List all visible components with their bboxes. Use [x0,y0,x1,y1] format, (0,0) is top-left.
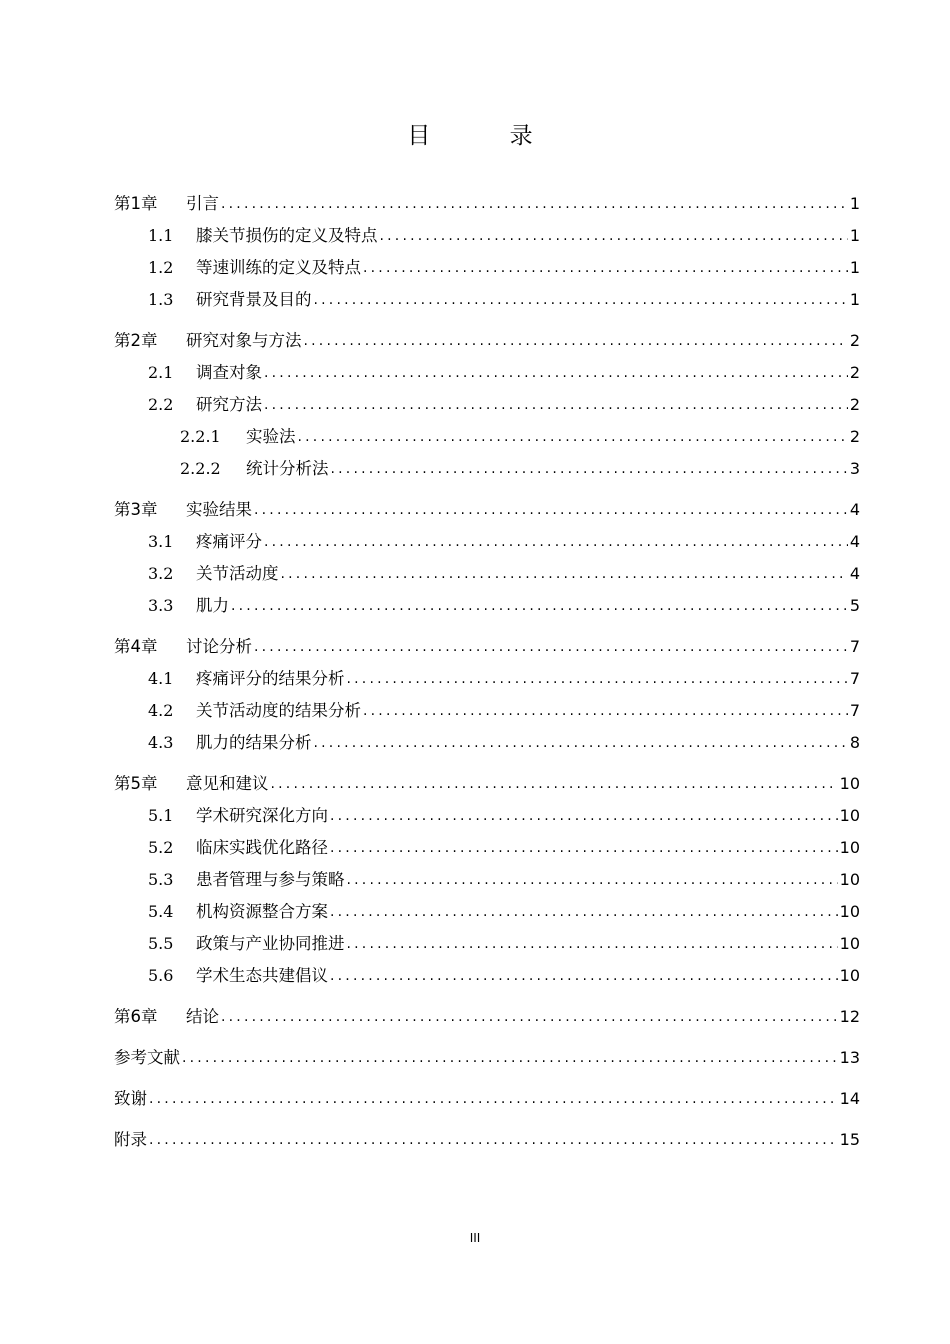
toc-entry-page: 4 [849,564,860,583]
toc-entry-title: 疼痛评分 [196,532,262,551]
toc-entry-page: 10 [839,774,860,793]
dot-leader [221,1007,838,1027]
dot-leader [304,331,848,351]
toc-entry-title: 肌力 [196,596,229,615]
toc-entry-label [114,637,252,657]
toc-entry-label [114,774,269,794]
toc-section-entry[interactable] [114,214,860,246]
toc-entry-label [148,596,229,616]
toc-entry-title: 讨论分析 [186,637,252,656]
toc-title: 目 录 [407,123,569,149]
toc-entry-page: 4 [849,532,860,551]
toc-entry-title: 统计分析法 [246,459,329,478]
toc-chapter-entry[interactable] [114,1077,860,1109]
dot-leader [331,459,848,479]
toc-entry-page: 1 [849,194,860,213]
toc-section-entry[interactable] [114,552,860,584]
toc-entry-label [148,733,312,753]
toc-entry-label [148,966,328,986]
dot-leader [363,701,848,721]
toc-entry-label [148,290,312,310]
toc-entry-number: 第4章 [114,637,158,656]
toc-section-entry[interactable] [114,520,860,552]
toc-entry-title: 患者管理与参与策略 [196,870,345,889]
toc-entry-title: 参考文献 [114,1048,180,1067]
toc-entry-label [148,363,262,383]
toc-chapter-entry[interactable] [114,488,860,520]
toc-chapter-entry[interactable] [114,625,860,657]
toc-entry-page: 7 [849,701,860,720]
dot-leader [264,532,848,552]
toc-entry-number: 第6章 [114,1007,158,1026]
dot-leader [254,500,848,520]
toc-entry-number: 1.1 [148,226,174,245]
toc-entry-page: 7 [849,669,860,688]
toc-section-entry[interactable] [114,721,860,753]
toc-entry-label [148,564,279,584]
toc-entry-label [148,532,262,552]
toc-entry-title: 学术生态共建倡议 [196,966,328,985]
toc-entry-number: 1.2 [148,258,174,277]
toc-entry-label [114,1007,219,1027]
dot-leader [298,427,848,447]
toc-entry-label [148,934,345,954]
toc-entry-number: 4.3 [148,733,174,752]
dot-leader [271,774,838,794]
toc-entry-title: 研究背景及目的 [196,290,312,309]
toc-entry-page: 15 [839,1130,860,1149]
toc-entry-number: 5.1 [148,806,174,825]
toc-entry-number: 3.3 [148,596,174,615]
toc-entry-label [148,870,345,890]
toc-entry-number: 5.5 [148,934,174,953]
toc-entry-page: 10 [839,934,860,953]
dot-leader [380,226,848,246]
toc-entry-title: 肌力的结果分析 [196,733,312,752]
toc-entry-label [114,331,302,351]
toc-entry-label [114,1130,147,1150]
dot-leader [264,363,848,383]
dot-leader [281,564,848,584]
toc-entry-label [148,838,328,858]
toc-entry-label [148,669,345,689]
toc-entry-title: 政策与产业协同推进 [196,934,345,953]
toc-entry-title: 膝关节损伤的定义及特点 [196,226,378,245]
toc-entry-number: 5.2 [148,838,174,857]
toc-section-entry[interactable] [114,351,860,383]
table-of-contents [114,182,860,1150]
toc-entry-page: 13 [839,1048,860,1067]
toc-entry-number: 4.1 [148,669,174,688]
toc-entry-title: 调查对象 [196,363,262,382]
toc-entry-title: 意见和建议 [186,774,269,793]
toc-entry-page: 14 [839,1089,860,1108]
toc-entry-title: 学术研究深化方向 [196,806,328,825]
toc-entry-title: 研究方法 [196,395,262,414]
toc-entry-page: 1 [849,258,860,277]
toc-entry-title: 引言 [186,194,219,213]
toc-entry-page: 2 [849,363,860,382]
toc-entry-label [148,258,361,278]
toc-entry-page: 10 [839,838,860,857]
toc-entry-label [148,902,328,922]
toc-entry-page: 8 [849,733,860,752]
dot-leader [347,870,838,890]
toc-entry-page: 4 [849,500,860,519]
toc-section-entry[interactable] [114,689,860,721]
toc-entry-number: 5.3 [148,870,174,889]
dot-leader [330,902,838,922]
toc-entry-page: 5 [849,596,860,615]
toc-entry-title: 关节活动度的结果分析 [196,701,361,720]
toc-section-entry[interactable] [114,826,860,858]
toc-entry-number: 第2章 [114,331,158,350]
toc-entry-label [148,226,378,246]
toc-entry-page: 10 [839,966,860,985]
toc-section-entry[interactable] [114,246,860,278]
dot-leader [221,194,848,214]
toc-entry-label [148,701,361,721]
toc-entry-page: 3 [849,459,860,478]
toc-entry-number: 1.3 [148,290,174,309]
dot-leader [149,1130,838,1150]
toc-section-entry[interactable] [114,858,860,890]
dot-leader [330,806,838,826]
toc-section-entry[interactable] [114,584,860,616]
dot-leader [314,290,848,310]
dot-leader [182,1048,838,1068]
toc-section-entry[interactable] [114,922,860,954]
toc-entry-title: 临床实践优化路径 [196,838,328,857]
toc-chapter-entry[interactable] [114,319,860,351]
page-number-footer: III [469,1231,481,1245]
toc-subsection-entry[interactable] [114,415,860,447]
dot-leader [330,838,838,858]
toc-entry-title: 实验结果 [186,500,252,519]
toc-entry-page: 10 [839,806,860,825]
toc-entry-label [114,500,252,520]
toc-entry-title: 机构资源整合方案 [196,902,328,921]
toc-entry-number: 第1章 [114,194,158,213]
toc-entry-number: 2.1 [148,363,174,382]
toc-entry-title: 结论 [186,1007,219,1026]
toc-entry-page: 12 [839,1007,860,1026]
toc-entry-number: 4.2 [148,701,174,720]
dot-leader [314,733,848,753]
toc-entry-title: 等速训练的定义及特点 [196,258,361,277]
toc-entry-number: 5.6 [148,966,174,985]
toc-entry-number: 第5章 [114,774,158,793]
toc-subsection-entry[interactable] [114,447,860,479]
toc-entry-page: 7 [849,637,860,656]
toc-section-entry[interactable] [114,890,860,922]
toc-entry-label [114,1089,147,1109]
toc-entry-label [148,395,262,415]
toc-entry-number: 2.2 [148,395,174,414]
toc-entry-page: 2 [849,395,860,414]
toc-entry-label [148,806,328,826]
toc-section-entry[interactable] [114,657,860,689]
toc-entry-number: 第3章 [114,500,158,519]
dot-leader [231,596,848,616]
toc-entry-number: 5.4 [148,902,174,921]
dot-leader [330,966,838,986]
dot-leader [363,258,848,278]
toc-entry-page: 2 [849,427,860,446]
toc-entry-label [180,427,296,447]
toc-chapter-entry[interactable] [114,1118,860,1150]
toc-chapter-entry[interactable] [114,762,860,794]
toc-entry-page: 10 [839,902,860,921]
dot-leader [264,395,848,415]
dot-leader [149,1089,838,1109]
toc-chapter-entry[interactable] [114,995,860,1027]
toc-entry-page: 1 [849,290,860,309]
toc-section-entry[interactable] [114,278,860,310]
toc-entry-page: 10 [839,870,860,889]
toc-entry-number: 2.2.2 [180,459,221,478]
toc-entry-title: 研究对象与方法 [186,331,302,350]
toc-entry-title: 致谢 [114,1089,147,1108]
toc-section-entry[interactable] [114,794,860,826]
toc-entry-title: 附录 [114,1130,147,1149]
dot-leader [347,669,848,689]
toc-entry-label [114,1048,180,1068]
toc-entry-number: 3.1 [148,532,174,551]
toc-section-entry[interactable] [114,954,860,986]
dot-leader [347,934,838,954]
toc-entry-label [180,459,329,479]
toc-chapter-entry[interactable] [114,182,860,214]
toc-entry-title: 疼痛评分的结果分析 [196,669,345,688]
toc-entry-title: 实验法 [246,427,296,446]
toc-chapter-entry[interactable] [114,1036,860,1068]
toc-entry-number: 2.2.1 [180,427,221,446]
toc-entry-label [114,194,219,214]
toc-entry-page: 1 [849,226,860,245]
toc-entry-title: 关节活动度 [196,564,279,583]
toc-entry-page: 2 [849,331,860,350]
toc-entry-number: 3.2 [148,564,174,583]
toc-section-entry[interactable] [114,383,860,415]
dot-leader [254,637,848,657]
